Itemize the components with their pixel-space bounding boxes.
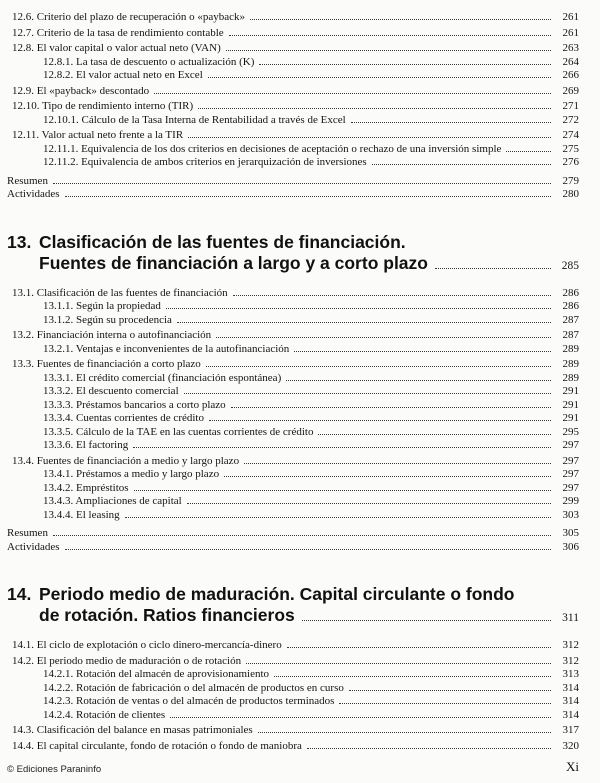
dot-leader (294, 351, 551, 352)
toc-entry-label: 12.8.1. La tasa de descuento o actualización (K) (43, 55, 255, 68)
toc-entry-label: 14.2.2. Rotación de fabricación o del almacén de productos en curso (43, 681, 344, 694)
toc-entry (7, 42, 579, 56)
page-number: 274 (562, 129, 579, 141)
toc-entry (7, 724, 579, 738)
toc-entry-label: 13.2.1. Ventajas e inconvenientes de la autofinanciación (43, 342, 290, 355)
dot-leader (133, 447, 551, 448)
dot-leader (286, 380, 551, 381)
dot-leader (339, 703, 551, 704)
toc-entry (7, 372, 579, 386)
chapter-heading (7, 584, 579, 629)
page-number: 297 (562, 468, 579, 480)
page-number: 263 (562, 42, 579, 54)
toc-entry-label: 12.6. Criterio del plazo de recuperación o «payback» (12, 11, 246, 23)
dot-leader (246, 663, 551, 664)
page-number: 313 (562, 668, 579, 680)
dot-leader (216, 337, 551, 338)
toc-entry-label: 14.2. El periodo medio de maduración o de rotación (12, 654, 242, 667)
toc-entry (7, 329, 579, 343)
dot-leader (209, 420, 551, 421)
toc-entry-label: 14.1. El ciclo de explotación o ciclo dinero-mercancía-dinero (12, 639, 282, 651)
page-number: 314 (562, 681, 579, 694)
toc-entry (7, 56, 579, 70)
dot-leader (53, 535, 551, 536)
toc-entry (7, 399, 579, 413)
toc-entry-label: 12.11.1. Equivalencia de los dos criterios en decisiones de aceptación o rechazo de una inversión simple (43, 142, 502, 155)
dot-leader (244, 463, 551, 464)
dot-leader (372, 164, 551, 165)
dot-leader (154, 93, 551, 94)
toc-entry-label: 13.4.1. Préstamos a medio y largo plazo (43, 468, 220, 480)
toc-entry (7, 385, 579, 399)
toc-entry-label: 13.1.2. Según su procedencia (43, 313, 172, 326)
dot-leader (229, 35, 551, 36)
toc-entry (7, 527, 579, 541)
toc-entry (7, 740, 579, 754)
toc-entry-label: 12.11.2. Equivalencia de ambos criterios en jerarquización de inversiones (43, 156, 367, 168)
toc-entry (7, 343, 579, 357)
toc-entry-label: 13.3.4. Cuentas corrientes de crédito (43, 412, 204, 424)
toc-entry-label: 14.3. Clasificación del balance en masas patrimoniales (12, 724, 253, 736)
chapter-heading (7, 232, 579, 277)
dot-leader (187, 503, 551, 504)
toc-entry-label: 13.4.3. Ampliaciones de capital (43, 495, 182, 507)
page-number: 291 (562, 412, 579, 424)
page-number: 317 (562, 724, 579, 736)
dot-leader (318, 434, 551, 435)
toc-entry (7, 175, 579, 189)
page-number: 303 (562, 508, 579, 521)
dot-leader (125, 517, 551, 518)
dot-leader (250, 19, 551, 20)
toc-entry (7, 682, 579, 696)
dot-leader (198, 108, 551, 109)
toc-entry (7, 100, 579, 114)
page-number: 311 (562, 612, 579, 624)
page-number: 289 (562, 371, 579, 384)
dot-leader (208, 77, 551, 78)
page-number: 314 (562, 695, 579, 707)
page-number: 291 (562, 385, 579, 397)
page-number: 306 (562, 540, 579, 553)
dot-leader (435, 268, 551, 269)
chapter-number: 14. (7, 584, 32, 604)
toc-entry (7, 541, 579, 555)
dot-leader (206, 366, 551, 367)
toc-entry-label: 13.3.3. Préstamos bancarios a corto plazo (43, 398, 226, 411)
page-number: 297 (562, 481, 579, 494)
toc-entry (7, 668, 579, 682)
page-number: 312 (562, 639, 579, 651)
page-number: 286 (562, 300, 579, 312)
page-number: 264 (562, 55, 579, 68)
toc-entry (7, 468, 579, 482)
dot-leader (506, 151, 551, 152)
toc-entry-label: Actividades (7, 540, 60, 553)
chapter-title-line2: de rotación. Ratios financieros (39, 605, 295, 625)
toc-entry-label: Actividades (7, 188, 60, 200)
page-number: 297 (562, 454, 579, 467)
toc-entry-label: 13.4. Fuentes de financiación a medio y largo plazo (12, 454, 240, 467)
toc-entry (7, 69, 579, 83)
toc-entry (7, 655, 579, 669)
page-number: 279 (562, 174, 579, 187)
toc-entry (7, 27, 579, 41)
toc-entry-label: 14.4. El capital circulante, fondo de rotación o fondo de maniobra (12, 739, 302, 752)
page-number: 314 (562, 708, 579, 721)
toc-entry-label: 13.4.4. El leasing (43, 508, 120, 521)
page-number: 289 (562, 358, 579, 370)
page-number: 271 (562, 100, 579, 112)
toc-entry-label: 13.3.6. El factoring (43, 439, 129, 451)
toc-entry (7, 156, 579, 170)
dot-leader (259, 64, 551, 65)
toc-entry-label: 14.2.3. Rotación de ventas o del almacén de productos terminados (43, 695, 335, 707)
dot-leader (231, 407, 551, 408)
dot-leader (224, 476, 551, 477)
chapter-number: 13. (7, 231, 32, 252)
toc-entry-label: 13.1. Clasificación de las fuentes de financiación (12, 286, 228, 299)
page-folio: Xi (566, 759, 579, 774)
dot-leader (233, 295, 551, 296)
page-number: 280 (562, 188, 579, 200)
toc-entry (7, 358, 579, 372)
page-number: 287 (562, 329, 579, 341)
chapter-title-line1: Clasificación de las fuentes de financiación. (39, 231, 406, 252)
page-number: 289 (562, 342, 579, 355)
page-number: 320 (562, 739, 579, 752)
toc-entry-label: 12.10.1. Cálculo de la Tasa Interna de Rentabilidad a través de Excel (43, 113, 346, 126)
toc-entry-label: 12.10. Tipo de rendimiento interno (TIR) (12, 100, 194, 112)
dot-leader (184, 393, 551, 394)
toc-entry-label: 14.2.4. Rotación de clientes (43, 708, 166, 721)
page-number: 261 (562, 26, 579, 39)
page-number: 285 (561, 259, 579, 272)
page-footer (7, 759, 579, 775)
toc-entry-label: Resumen (7, 527, 48, 539)
dot-leader (65, 196, 551, 197)
dot-leader (170, 717, 551, 718)
toc-entry (7, 85, 579, 99)
toc-entry (7, 314, 579, 328)
toc-entry (7, 300, 579, 314)
toc-entry (7, 695, 579, 709)
toc-entry (7, 114, 579, 128)
toc-entry (7, 482, 579, 496)
toc-entry (7, 495, 579, 509)
toc-entry (7, 143, 579, 157)
page-number: 299 (562, 495, 579, 507)
dot-leader (307, 748, 551, 749)
toc-entry-label: 13.1.1. Según la propiedad (43, 300, 161, 312)
dot-leader (302, 620, 551, 621)
toc-entry-label: Resumen (7, 174, 48, 187)
toc-entry (7, 455, 579, 469)
page-number: 276 (562, 156, 579, 168)
toc-entry (7, 287, 579, 301)
dot-leader (349, 690, 551, 691)
page-number: 286 (562, 286, 579, 299)
toc-entry (7, 188, 579, 202)
page-number: 272 (562, 113, 579, 126)
page-number: 269 (562, 84, 579, 97)
toc-entry-label: 12.8. El valor capital o valor actual neto (VAN) (12, 42, 221, 54)
toc-entry-label: 12.11. Valor actual neto frente a la TIR (12, 129, 184, 141)
toc-entry-label: 12.8.2. El valor actual neto en Excel (43, 69, 203, 81)
dot-leader (287, 647, 551, 648)
page-number: 305 (562, 527, 579, 539)
toc-entry (7, 129, 579, 143)
page-number: 295 (562, 425, 579, 438)
dot-leader (226, 50, 551, 51)
page-number: 312 (562, 654, 579, 667)
dot-leader (351, 122, 551, 123)
toc-entry (7, 639, 579, 653)
toc-entry (7, 412, 579, 426)
dot-leader (274, 676, 551, 677)
toc-entry (7, 709, 579, 723)
dot-leader (134, 490, 551, 491)
page-number: 266 (562, 69, 579, 81)
toc-entry-label: 14.2.1. Rotación del almacén de aprovisionamiento (43, 668, 270, 680)
chapter-title-line2: Fuentes de financiación a largo y a corto plazo (39, 252, 428, 273)
toc-entry-label: 13.3.2. El descuento comercial (43, 385, 179, 397)
copyright-notice: © Ediciones Paraninfo (7, 764, 102, 775)
dot-leader (177, 322, 551, 323)
toc-entry-label: 13.3.5. Cálculo de la TAE en las cuentas corrientes de crédito (43, 425, 314, 438)
toc-entry (7, 509, 579, 523)
chapter-title-line1: Periodo medio de maduración. Capital circulante o fondo (39, 584, 515, 604)
dot-leader (166, 308, 551, 309)
dot-leader (258, 732, 551, 733)
dot-leader (53, 183, 551, 184)
toc-entry (7, 426, 579, 440)
toc-entry (7, 11, 579, 25)
toc-entry-label: 12.7. Criterio de la tasa de rendimiento contable (12, 26, 224, 39)
toc-entry-label: 13.4.2. Empréstitos (43, 481, 129, 494)
dot-leader (188, 137, 551, 138)
dot-leader (65, 549, 551, 550)
toc-entry (7, 439, 579, 453)
page-number: 291 (562, 398, 579, 411)
page-number: 261 (562, 11, 579, 23)
page-number: 297 (562, 439, 579, 451)
page-number: 275 (562, 142, 579, 155)
page-number: 287 (562, 313, 579, 326)
toc-entry-label: 12.9. El «payback» descontado (12, 84, 150, 97)
toc-entry-label: 13.3.1. El crédito comercial (financiación espontánea) (43, 371, 282, 384)
toc-entry-label: 13.3. Fuentes de financiación a corto plazo (12, 358, 201, 370)
toc-entry-label: 13.2. Financiación interna o autofinanciación (12, 329, 212, 341)
